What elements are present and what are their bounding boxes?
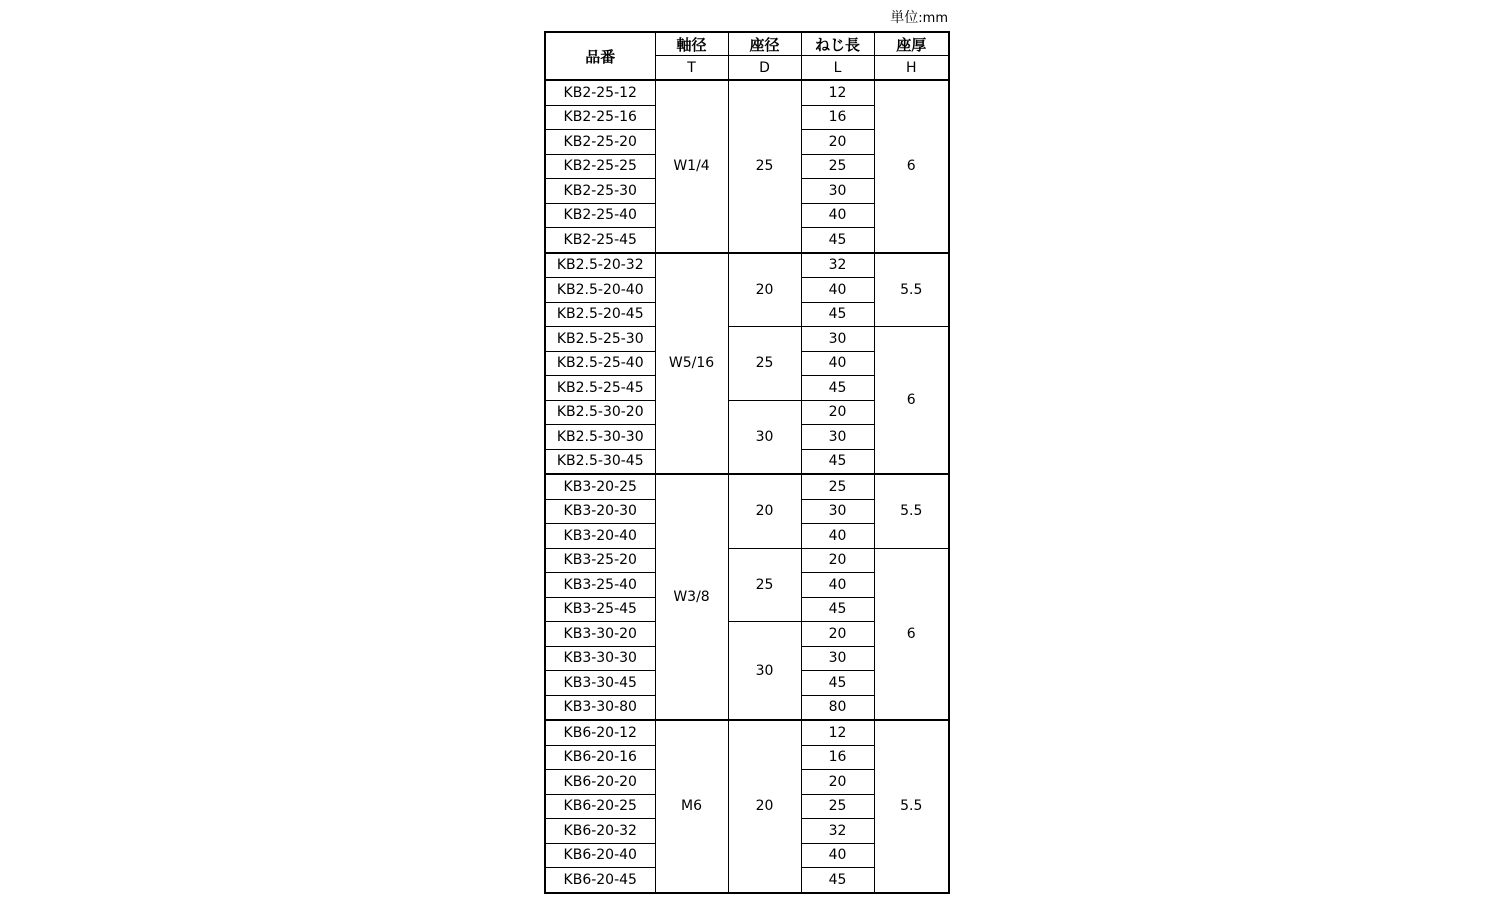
- seat-thickness-cell: 5.5: [874, 253, 949, 327]
- header-thread-length-symbol: L: [801, 56, 874, 81]
- shaft-diameter-cell: W3/8: [655, 474, 728, 720]
- thread-length-cell: 40: [801, 203, 874, 228]
- part-number-cell: KB2.5-20-40: [545, 278, 655, 303]
- thread-length-cell: 16: [801, 105, 874, 130]
- shaft-diameter-cell: W5/16: [655, 253, 728, 475]
- part-number-cell: KB3-20-30: [545, 499, 655, 524]
- part-number-cell: KB2-25-12: [545, 80, 655, 105]
- part-number-cell: KB3-30-45: [545, 671, 655, 696]
- seat-thickness-cell: 5.5: [874, 474, 949, 548]
- spec-table: [544, 31, 950, 894]
- seat-thickness-cell: 6: [874, 327, 949, 475]
- thread-length-cell: 20: [801, 770, 874, 795]
- thread-length-cell: 16: [801, 745, 874, 770]
- thread-length-cell: 80: [801, 695, 874, 720]
- part-number-cell: KB2.5-30-20: [545, 400, 655, 425]
- seat-diameter-cell: 30: [728, 622, 801, 721]
- thread-length-cell: 20: [801, 130, 874, 155]
- part-number-cell: KB3-20-40: [545, 524, 655, 549]
- thread-length-cell: 12: [801, 80, 874, 105]
- thread-length-cell: 30: [801, 179, 874, 204]
- seat-diameter-cell: 20: [728, 253, 801, 327]
- seat-thickness-cell: 5.5: [874, 720, 949, 893]
- header-shaft: 軸径: [655, 32, 728, 56]
- table-body: [545, 80, 949, 893]
- part-number-cell: KB6-20-45: [545, 868, 655, 893]
- thread-length-cell: 25: [801, 474, 874, 499]
- thread-length-cell: 45: [801, 449, 874, 474]
- thread-length-cell: 32: [801, 253, 874, 278]
- header-part-no: 品番: [545, 32, 655, 80]
- header-seat-diameter: 座径: [728, 32, 801, 56]
- part-number-cell: KB6-20-16: [545, 745, 655, 770]
- thread-length-cell: 45: [801, 302, 874, 327]
- unit-label: [848, 9, 948, 28]
- seat-diameter-cell: 25: [728, 80, 801, 253]
- unit-prefix: 単位: [890, 10, 919, 26]
- seat-diameter-cell: 30: [728, 400, 801, 474]
- part-number-cell: KB2-25-45: [545, 228, 655, 253]
- header-seat-thickness-symbol: H: [874, 56, 949, 81]
- table-row: [545, 80, 949, 105]
- thread-length-cell: 12: [801, 720, 874, 745]
- part-number-cell: KB3-25-40: [545, 573, 655, 598]
- part-number-cell: KB3-30-80: [545, 695, 655, 720]
- seat-diameter-cell: 25: [728, 327, 801, 401]
- part-number-cell: KB2-25-30: [545, 179, 655, 204]
- thread-length-cell: 45: [801, 376, 874, 401]
- thread-length-cell: 40: [801, 524, 874, 549]
- thread-length-cell: 25: [801, 794, 874, 819]
- thread-length-cell: 20: [801, 548, 874, 573]
- part-number-cell: KB3-25-45: [545, 597, 655, 622]
- header-row-names: [545, 32, 949, 56]
- thread-length-cell: 20: [801, 622, 874, 647]
- unit-value: mm: [922, 11, 948, 26]
- part-number-cell: KB3-25-20: [545, 548, 655, 573]
- table-row: [545, 253, 949, 278]
- thread-length-cell: 25: [801, 154, 874, 179]
- part-number-cell: KB2-25-16: [545, 105, 655, 130]
- shaft-diameter-cell: W1/4: [655, 80, 728, 253]
- table-row: [545, 720, 949, 745]
- shaft-diameter-cell: M6: [655, 720, 728, 893]
- part-number-cell: KB2-25-40: [545, 203, 655, 228]
- seat-thickness-cell: 6: [874, 548, 949, 720]
- part-number-cell: KB6-20-40: [545, 843, 655, 868]
- thread-length-cell: 40: [801, 573, 874, 598]
- thread-length-cell: 30: [801, 327, 874, 352]
- seat-diameter-cell: 20: [728, 720, 801, 893]
- table-row: [545, 474, 949, 499]
- thread-length-cell: 20: [801, 400, 874, 425]
- table-row: [545, 327, 949, 352]
- seat-diameter-cell: 20: [728, 474, 801, 548]
- thread-length-cell: 40: [801, 351, 874, 376]
- table-row: [545, 548, 949, 573]
- header-thread-length: ねじ長: [801, 32, 874, 56]
- seat-thickness-cell: 6: [874, 80, 949, 253]
- part-number-cell: KB2-25-20: [545, 130, 655, 155]
- part-number-cell: KB3-30-30: [545, 646, 655, 671]
- part-number-cell: KB2.5-30-30: [545, 425, 655, 450]
- thread-length-cell: 45: [801, 868, 874, 893]
- seat-diameter-cell: 25: [728, 548, 801, 622]
- thread-length-cell: 30: [801, 425, 874, 450]
- thread-length-cell: 30: [801, 646, 874, 671]
- table-header: [545, 32, 949, 80]
- part-number-cell: KB3-30-20: [545, 622, 655, 647]
- part-number-cell: KB6-20-20: [545, 770, 655, 795]
- part-number-cell: KB6-20-25: [545, 794, 655, 819]
- part-number-cell: KB3-20-25: [545, 474, 655, 499]
- thread-length-cell: 32: [801, 819, 874, 844]
- thread-length-cell: 40: [801, 843, 874, 868]
- part-number-cell: KB2.5-20-32: [545, 253, 655, 278]
- part-number-cell: KB6-20-32: [545, 819, 655, 844]
- part-number-cell: KB2.5-30-45: [545, 449, 655, 474]
- header-seat-diameter-symbol: D: [728, 56, 801, 81]
- part-number-cell: KB2.5-25-40: [545, 351, 655, 376]
- thread-length-cell: 40: [801, 278, 874, 303]
- part-number-cell: KB2.5-25-45: [545, 376, 655, 401]
- thread-length-cell: 45: [801, 597, 874, 622]
- part-number-cell: KB2.5-25-30: [545, 327, 655, 352]
- header-seat-thickness: 座厚: [874, 32, 949, 56]
- unit-separator: :: [918, 11, 923, 26]
- header-shaft-symbol: T: [655, 56, 728, 81]
- part-number-cell: KB2-25-25: [545, 154, 655, 179]
- thread-length-cell: 45: [801, 228, 874, 253]
- thread-length-cell: 30: [801, 499, 874, 524]
- thread-length-cell: 45: [801, 671, 874, 696]
- part-number-cell: KB6-20-12: [545, 720, 655, 745]
- part-number-cell: KB2.5-20-45: [545, 302, 655, 327]
